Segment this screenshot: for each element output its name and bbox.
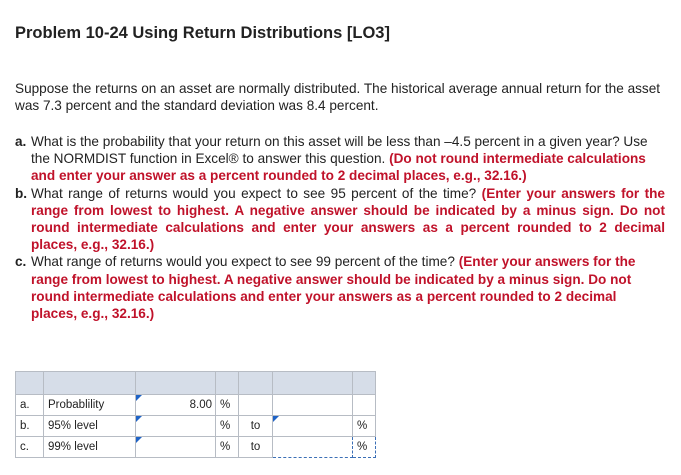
row-label: 99% level [44,437,136,458]
input-marker-icon [136,416,142,422]
table-row [16,416,376,437]
table-row [16,437,376,458]
range-95-high-input[interactable] [273,416,353,437]
question-instruction: (Do not round intermediate calculations and enter your answer as a percent rounded to 2 decimal places, e.g., 32.16.) [31,151,646,184]
row-letter: a. [16,395,44,416]
question-list [15,133,665,322]
percent-sign: % [216,395,239,416]
to-label: to [239,416,273,437]
question-text: What range of returns would you expect to see 95 percent of the time? [31,185,477,201]
row-letter: b. [16,416,44,437]
input-marker-icon [136,395,142,401]
input-marker-icon [136,437,142,443]
range-95-low-input[interactable] [136,416,216,437]
empty-cell [273,395,353,416]
question-c [15,253,665,322]
question-text: What is the probability that your return on this asset will be less than –4.5 percent in a given year? Use the NORMDIST function in Excel® to answer this question. [31,134,648,167]
question-text: What range of returns would you expect to see 99 percent of the time? [31,254,455,270]
question-instruction: (Enter your answers for the range from lowest to highest. A negative answer should be indicated by a minus sign. Do not round intermediate calculations and enter your answers as a percent rounded to 2 decimal places, e.g., 32.16.) [31,254,636,322]
question-b [15,185,665,254]
problem-intro: Suppose the returns on an asset are normally distributed. The historical average annual return for the asset was 7.3 percent and the standard deviation was 8.4 percent. [15,81,661,113]
percent-sign: % [216,437,239,458]
probability-value: 8.00 [189,399,212,411]
question-a [15,133,665,185]
percent-sign: % [216,416,239,437]
range-99-high-input[interactable] [273,437,353,458]
empty-cell [353,395,376,416]
page-title: Problem 10-24 Using Return Distributions [LO3] [15,24,390,42]
input-marker-icon [273,416,279,422]
range-99-low-input[interactable] [136,437,216,458]
table-row [16,395,376,416]
percent-sign: % [353,437,376,458]
question-letter: c. [15,254,27,270]
answer-table [15,371,376,458]
to-label [239,395,273,416]
row-letter: c. [16,437,44,458]
probability-input[interactable] [136,395,216,416]
row-label: 95% level [44,416,136,437]
row-label: Probablility [44,395,136,416]
question-letter: b. [15,185,28,201]
to-label: to [239,437,273,458]
question-letter: a. [15,134,27,149]
answer-table-header [16,372,376,395]
question-instruction: (Enter your answers for the range from lowest to highest. A negative answer should be indicated by a minus sign. Do not round intermediate calculations and enter your answers as a percent rounded to 2 decimal places, e.g., 32.16.) [31,185,665,253]
percent-sign: % [353,416,376,437]
